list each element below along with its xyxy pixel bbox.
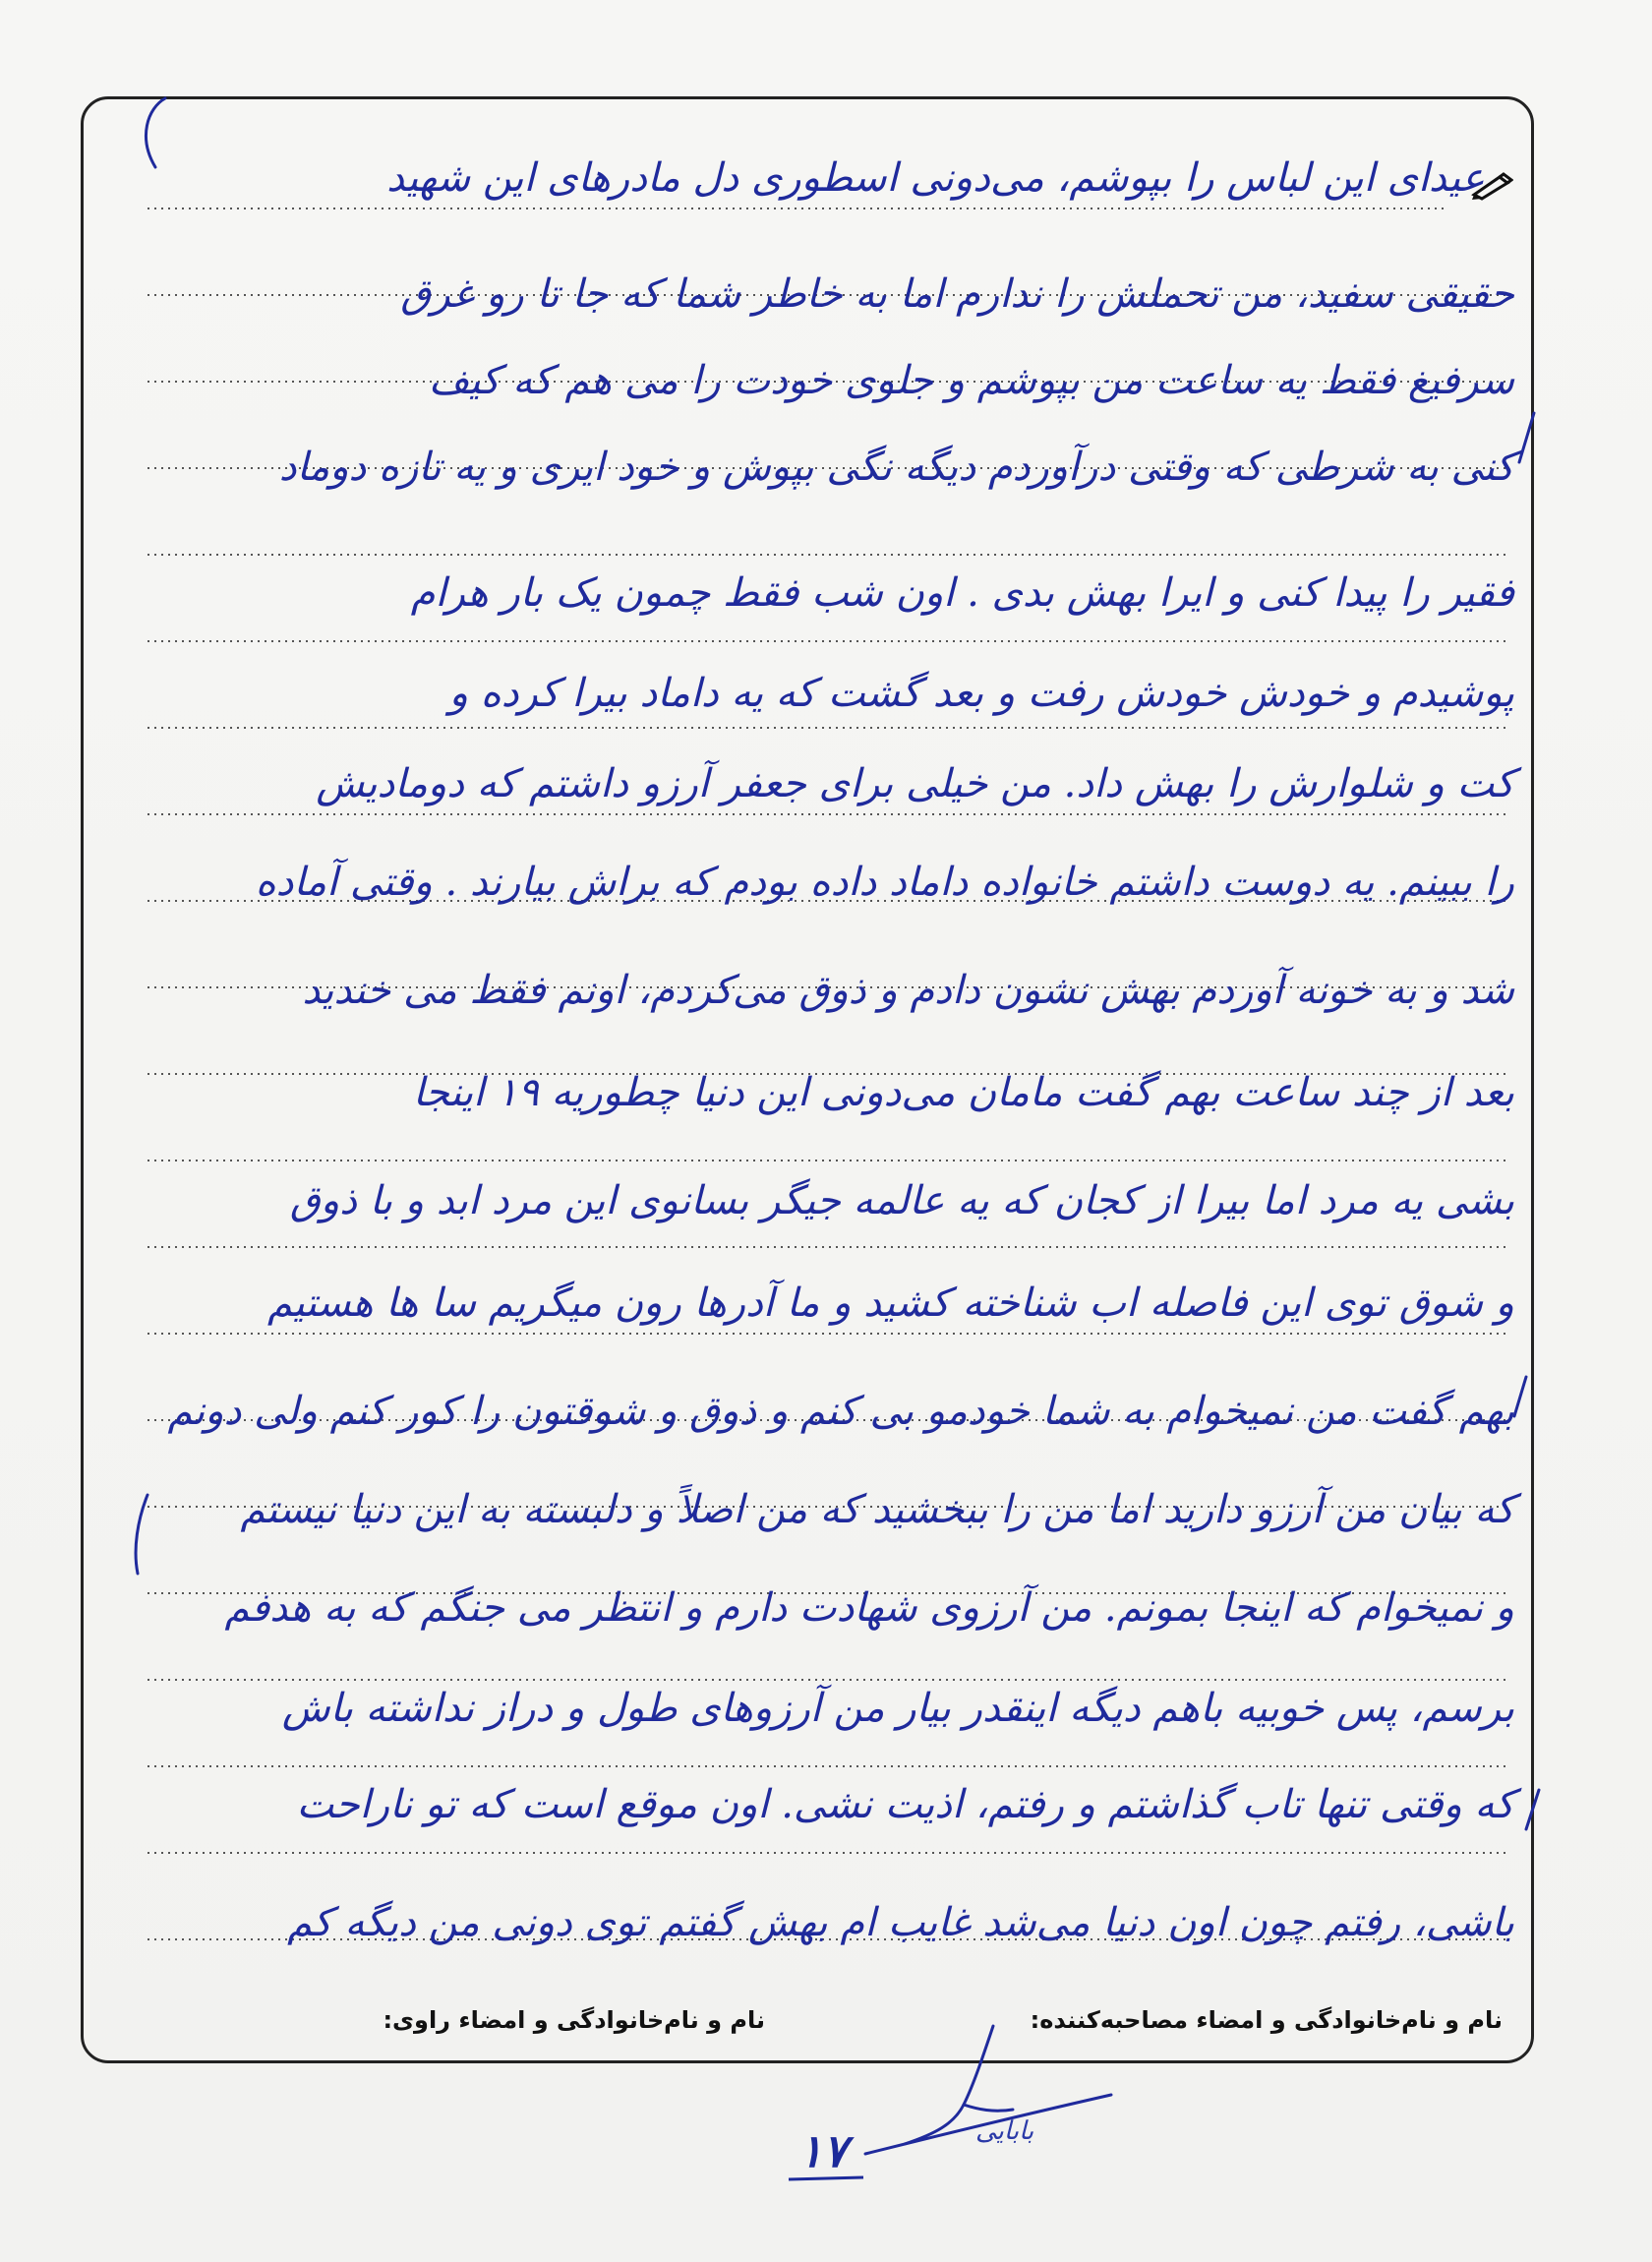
handwritten-line: و شوق توی این فاصله اب شناخته کشید و ما آدرها رون میگریم سا ها هستیم: [267, 1280, 1514, 1326]
handwritten-line: که وقتی تنها تاب گذاشتم و رفتم، اذیت نشی. اون موقع است که تو ناراحت: [296, 1782, 1514, 1827]
handwritten-line: باشی، رفتم چون اون دنیا می‌شد غایب ام بهش گفتم توی دونی من دیگه کم: [287, 1900, 1514, 1945]
handwritten-line: و نمیخوام که اینجا بمونم. من آرزوی شهادت دارم و انتظر می جنگم که به هدفم: [224, 1585, 1514, 1631]
page-number: ۱۷: [798, 2124, 848, 2177]
handwritten-line: عیدای این لباس را بپوشم، می‌دونی اسطوری دل مادرهای این شهید: [386, 155, 1485, 201]
handwritten-line: شد و به خونه آوردم بهش نشون دادم و ذوق می‌کردم، اونم فقط می خندید: [302, 968, 1514, 1013]
handwritten-line: را ببینم. یه دوست داشتم خانواده داماد داده بودم که براش بیارند . وقتی آماده: [255, 860, 1514, 905]
handwritten-line: برسم، پس خوبیه باهم دیگه اینقدر بیار من آرزوهای طول و دراز نداشته باش: [281, 1686, 1514, 1731]
page-number-underline: [787, 2173, 865, 2185]
handwritten-line: پوشیدم و خودش خودش رفت و بعد گشت که یه داماد بیرا کرده و: [448, 671, 1514, 716]
interviewer-signature-label: نام و نام‌خانوادگی و امضاء مصاحبه‌کننده:: [1030, 2006, 1503, 2034]
handwritten-line: کت و شلوارش را بهش داد. من خیلی برای جعفر آرزو داشتم که دومادیش: [316, 761, 1514, 806]
handwritten-line: بعد از چند ساعت بهم گفت مامان می‌دونی این دنیا چطوریه ۱۹ اینجا: [412, 1070, 1514, 1115]
handwritten-line: بهم گفت من نمیخوام به شما خودمو بی کنم و ذوق و شوقتون را کور کنم ولی دونم: [167, 1389, 1514, 1434]
handwritten-line: بشی یه مرد اما بیرا از کجان که یه عالمه جیگر بسانوی این مرد ابد و با ذوق: [289, 1178, 1514, 1223]
signature-name: بابایی: [975, 2116, 1034, 2146]
handwritten-line: حقیقی سفید، من تحملش را ندارم اما به خاطر شما که جا تا رو غرق: [400, 271, 1514, 317]
narrator-signature-label: نام و نام‌خانوادگی و امضاء راوی:: [383, 2006, 765, 2034]
handwritten-line: که بیان من آرزو دارید اما من را ببخشید که من اصلاً و دلبسته به این دنیا نیستم: [240, 1487, 1514, 1532]
handwritten-line: فقیر را پیدا کنی و ایرا بهش بدی . اون شب فقط چمون یک بار هرام: [410, 570, 1514, 616]
handwritten-line: کنی به شرطی که وقتی درآوردم دیگه نگی بپوش و خود ایری و یه تازه دوماد: [278, 445, 1514, 490]
handwritten-line: سرفیغ فقط یه ساعت من بپوشم و جلوی خودت را می هم که کیف: [428, 358, 1514, 403]
